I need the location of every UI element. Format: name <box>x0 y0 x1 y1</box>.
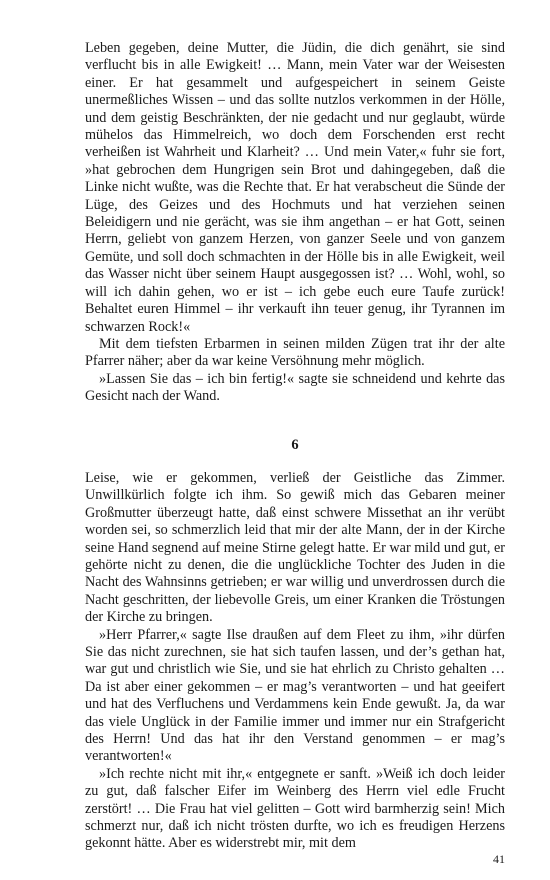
paragraph: Leben gegeben, deine Mutter, die Jüdin, die dich genährt, sie sind verflucht bis in alle Ewigkeit! … Mann, mein Vater war der Weisesten einer. Er hat gesammelt und aufgespeichert in seinem Geiste unermeßliches Wissen – und das sollte nutzlos verkommen in der Hölle, und dem geistig Beschränkten, der nie gedacht und nur geglaubt, würde mühelos das Himmelreich, wo doch dem Forschenden erst recht verheißen ist Wahrheit und Klarheit? … Und mein Vater,« fuhr sie fort, »hat gebrochen dem Hungrigen sein Brot und dahingegeben, daß die Linke nicht wußte, was die Rechte that. Er hat verabscheut die Sünde der Lüge, des Geizes und des Hochmuts und hat verziehen seinen Beleidigern und nie gerächt, was sie ihm angethan – er hat Gott, seinen Herrn, geliebt von ganzem Herzen, von ganzer Seele und von ganzem Gemüte, und soll doch schmachten in der Hölle bis in alle Ewigkeit, weil das Wasser nicht über seinem Haupt ausgegossen ist? … Wohl, wohl, so will ich dahin gehen, wo er ist – ich gebe euch eure Taufe zurück! Behaltet euren Himmel – ihr verkauft ihn teuer genug, ihr Tyrannen im schwarzen Rock!« <box>85 40 505 335</box>
page-number: 41 <box>493 852 505 866</box>
paragraph: Leise, wie er gekommen, verließ der Geistliche das Zimmer. Unwillkürlich folgte ich ihm. So gewiß mich das Gebaren meiner Großmutter überzeugt hatte, daß einst schwere Missethat an ihr verübt worden sei, so schmerzlich leid that mir der alte Mann, der in der Kirche seine Hand segnend auf meine Stirne gelegt hatte. Er war mild und gut, er gehörte nicht zu denen, die die unglückliche Tochter des Juden in die Nacht des Wahnsinns getrieben; er war willig und unverdrossen durch die Nacht geschritten, der liebevolle Greis, um einer Kranken die Tröstungen der Kirche zu bringen. <box>85 469 505 626</box>
paragraph: »Ich rechte nicht mit ihr,« entgegnete er sanft. »Weiß ich doch leider zu gut, daß falscher Eifer im Weinberg des Herrn viel edle Frucht zerstört! … Die Frau hat viel gelitten – Gott wird barmherzig sein! Mich schmerzt nur, daß ich nicht trösten durfte, wo ich es freudigen Herzens gekonnt hätte. Aber es widerstrebt mir, mit dem <box>85 765 505 852</box>
paragraph: »Herr Pfarrer,« sagte Ilse draußen auf dem Fleet zu ihm, »ihr dürfen Sie das nicht zurechnen, sie hat sich taufen lassen, und der’s gethan hat, war gut und christlich wie Sie, und sie hat ehrlich zu Christo gehalten … Da ist aber einer gekommen – er mag’s verantworten – und hat geeifert und hat des Verfluchens und Verdammens kein Ende gewußt. Ja, da war das viele Unglück in der Familie immer und immer nur ein Strafgericht des Herrn! Und das hat ihr den Verstand genommen – er mag’s verantworten!« <box>85 626 505 765</box>
paragraph: Mit dem tiefsten Erbarmen in seinen milden Zügen trat ihr der alte Pfarrer näher; aber da war keine Versöhnung mehr möglich. <box>85 335 505 370</box>
page-text <box>85 40 505 853</box>
paragraph: »Lassen Sie das – ich bin fertig!« sagte sie schneidend und kehrte das Gesicht nach der Wand. <box>85 370 505 405</box>
chapter-number: 6 <box>291 436 299 453</box>
